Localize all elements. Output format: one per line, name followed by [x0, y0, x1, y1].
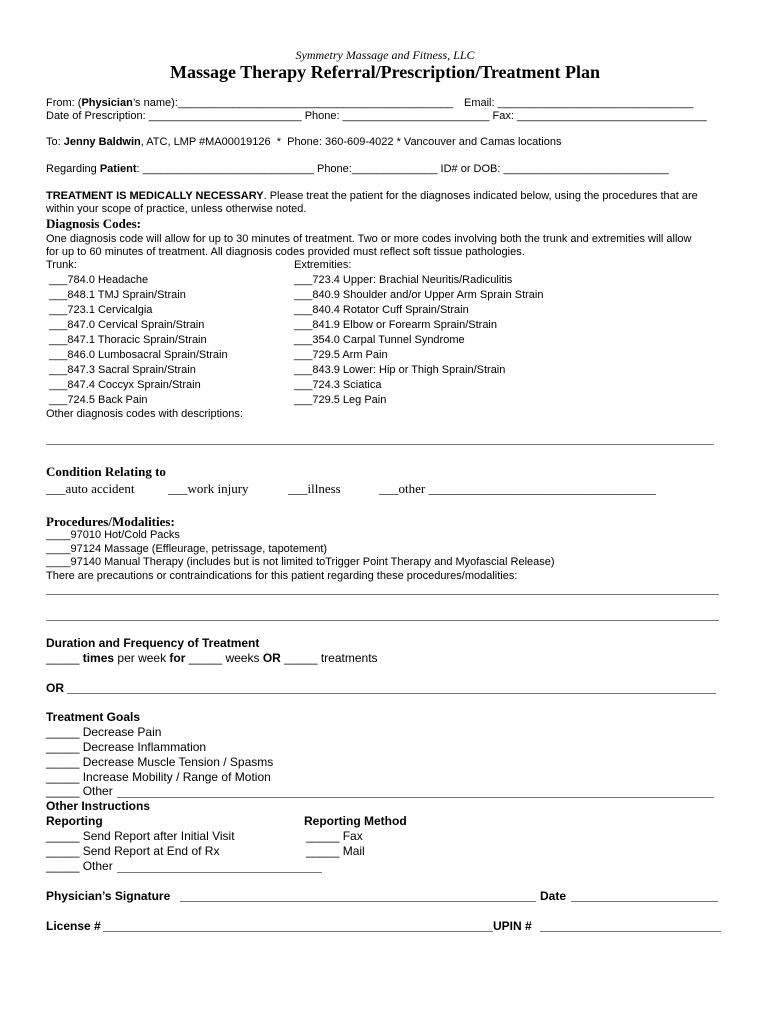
regarding-prefix: Regarding: [46, 163, 100, 175]
license-line[interactable]: [103, 931, 493, 932]
reporting-method-heading: Reporting Method: [304, 814, 407, 828]
goal-item[interactable]: _____ Decrease Muscle Tension / Spasms: [46, 755, 274, 769]
precautions-line-1[interactable]: [46, 594, 719, 595]
reporting-item[interactable]: _____ Send Report at End of Rx: [46, 844, 220, 858]
physician-name-field[interactable]: ’s name):_____________________________________________: [132, 97, 454, 109]
to-prefix: To:: [46, 136, 64, 148]
procedure-item[interactable]: ____97010 Hot/Cold Packs: [46, 529, 180, 541]
date-phone-fax-line[interactable]: Date of Prescription: _________________________ Phone: ________________________ Fax: _______________________________: [46, 110, 707, 122]
email-field[interactable]: Email: ________________________________: [464, 97, 694, 109]
procedures-heading: Procedures/Modalities:: [46, 514, 175, 529]
upin-line[interactable]: [540, 931, 721, 932]
trunk-label: Trunk:: [46, 259, 77, 271]
therapist-name: Jenny Baldwin: [63, 136, 141, 148]
diagnosis-heading: Diagnosis Codes:: [46, 216, 141, 231]
patient-fields[interactable]: : ____________________________ Phone:______________ ID# or DOB: ___________________________: [136, 163, 669, 175]
extremity-code-item[interactable]: ___841.9 Elbow or Forearm Sprain/Strain: [294, 319, 497, 331]
trunk-code-item[interactable]: ___847.4 Coccyx Sprain/Strain: [46, 379, 201, 391]
license-label: License #: [46, 919, 101, 933]
extremity-code-item[interactable]: ___840.9 Shoulder and/or Upper Arm Sprain Strain: [294, 289, 544, 301]
condition-heading: Condition Relating to: [46, 464, 166, 479]
reporting-method-item[interactable]: _____ Mail: [306, 844, 365, 858]
upin-label: UPIN #: [493, 919, 532, 933]
or-alternative-label: OR: [46, 681, 64, 695]
treatment-line2: within your scope of practice, unless otherwise noted.: [46, 203, 307, 215]
physician-signature-line[interactable]: [180, 901, 536, 902]
extremity-code-item[interactable]: ___729.5 Arm Pain: [294, 349, 388, 361]
condition-work-injury[interactable]: ___work injury: [168, 481, 249, 496]
weeks-blank[interactable]: _____ weeks: [185, 651, 263, 665]
or-alternative-line[interactable]: [67, 693, 716, 694]
procedure-item[interactable]: ____97140 Manual Therapy (includes but is not limited toTrigger Point Therapy and Myofascial Release): [46, 556, 555, 568]
extremity-code-item[interactable]: ___723.4 Upper: Brachial Neuritis/Radiculitis: [294, 274, 513, 286]
trunk-code-item[interactable]: ___784.0 Headache: [46, 274, 149, 286]
goal-item-other[interactable]: _____ Other: [46, 784, 113, 798]
other-diagnosis-line[interactable]: [46, 444, 714, 445]
extremities-label: Extremities:: [294, 259, 352, 271]
date-line[interactable]: [571, 901, 718, 902]
reporting-other-line[interactable]: [117, 872, 322, 873]
from-line: [46, 97, 453, 109]
goal-item[interactable]: _____ Decrease Pain: [46, 725, 162, 739]
from-prefix: From: (: [46, 97, 82, 109]
company-name: Symmetry Massage and Fitness, LLC: [295, 48, 475, 62]
treatments-blank[interactable]: _____ treatments: [280, 651, 378, 665]
other-diagnosis-label: Other diagnosis codes with descriptions:: [46, 408, 243, 420]
treatment-statement: [46, 190, 698, 202]
physician-label: Physician: [81, 97, 133, 109]
times-blank[interactable]: _____: [46, 651, 83, 665]
diagnosis-desc2: for up to 60 minutes of treatment. All diagnosis codes provided must reflect soft tissue pathologies.: [46, 246, 525, 258]
duration-heading: Duration and Frequency of Treatment: [46, 636, 260, 650]
diagnosis-desc1: One diagnosis code will allow for up to 30 minutes of treatment. Two or more codes involving both the trunk and extremities will allow: [46, 233, 692, 245]
procedure-item[interactable]: ____97124 Massage (Effleurage, petrissage, tapotement): [46, 543, 328, 555]
treatment-bold: TREATMENT IS MEDICALLY NECESSARY: [46, 190, 264, 202]
trunk-code-item[interactable]: ___723.1 Cervicalgia: [46, 304, 153, 316]
reporting-heading: Reporting: [46, 814, 103, 828]
reporting-method-item[interactable]: _____ Fax: [306, 829, 363, 843]
reporting-item-other[interactable]: _____ Other: [46, 859, 113, 873]
extremity-code-item[interactable]: ___840.4 Rotator Cuff Sprain/Strain: [294, 304, 469, 316]
or-label: OR: [262, 651, 281, 665]
extremity-code-item[interactable]: ___843.9 Lower: Hip or Thigh Sprain/Strain: [294, 364, 506, 376]
for-label: for: [169, 651, 186, 665]
goal-other-line[interactable]: [117, 797, 714, 798]
trunk-code-item[interactable]: ___848.1 TMJ Sprain/Strain: [46, 289, 186, 301]
trunk-code-item[interactable]: ___847.3 Sacral Sprain/Strain: [46, 364, 196, 376]
times-label: times: [82, 651, 115, 665]
date-label: Date: [540, 889, 567, 903]
regarding-line[interactable]: [46, 163, 669, 175]
extremity-code-item[interactable]: ___354.0 Carpal Tunnel Syndrome: [294, 334, 465, 346]
reporting-item[interactable]: _____ Send Report after Initial Visit: [46, 829, 235, 843]
extremity-code-item[interactable]: ___724.3 Sciatica: [294, 379, 382, 391]
trunk-code-item[interactable]: ___847.1 Thoracic Sprain/Strain: [46, 334, 207, 346]
extremity-code-item[interactable]: ___729.5 Leg Pain: [294, 394, 387, 406]
trunk-code-item[interactable]: ___847.0 Cervical Sprain/Strain: [46, 319, 205, 331]
trunk-code-item[interactable]: ___846.0 Lumbosacral Sprain/Strain: [46, 349, 228, 361]
duration-line[interactable]: [46, 651, 378, 665]
condition-illness[interactable]: ___illness: [288, 481, 341, 496]
goal-item[interactable]: _____ Increase Mobility / Range of Motion: [46, 770, 271, 784]
therapist-details: , ATC, LMP #MA00019126 * Phone: 360-609-4022 * Vancouver and Camas locations: [140, 136, 562, 148]
patient-label: Patient: [99, 163, 137, 175]
other-instructions-heading: Other Instructions: [46, 799, 151, 813]
precautions-label: There are precautions or contraindications for this patient regarding these procedures/modalities:: [46, 570, 518, 582]
goals-heading: Treatment Goals: [46, 710, 141, 724]
form-title: Massage Therapy Referral/Prescription/Treatment Plan: [169, 62, 601, 82]
precautions-line-2[interactable]: [46, 620, 719, 621]
to-line: [46, 136, 561, 148]
trunk-code-item[interactable]: ___724.5 Back Pain: [46, 394, 148, 406]
goal-item[interactable]: _____ Decrease Inflammation: [46, 740, 207, 754]
treatment-line1: . Please treat the patient for the diagnoses indicated below, using the procedures that are: [263, 190, 698, 202]
physician-signature-label: Physician’s Signature: [46, 889, 171, 903]
condition-other[interactable]: ___other ___________________________________: [379, 481, 656, 496]
per-week-label: per week: [114, 651, 170, 665]
condition-auto-accident[interactable]: ___auto accident: [46, 481, 135, 496]
